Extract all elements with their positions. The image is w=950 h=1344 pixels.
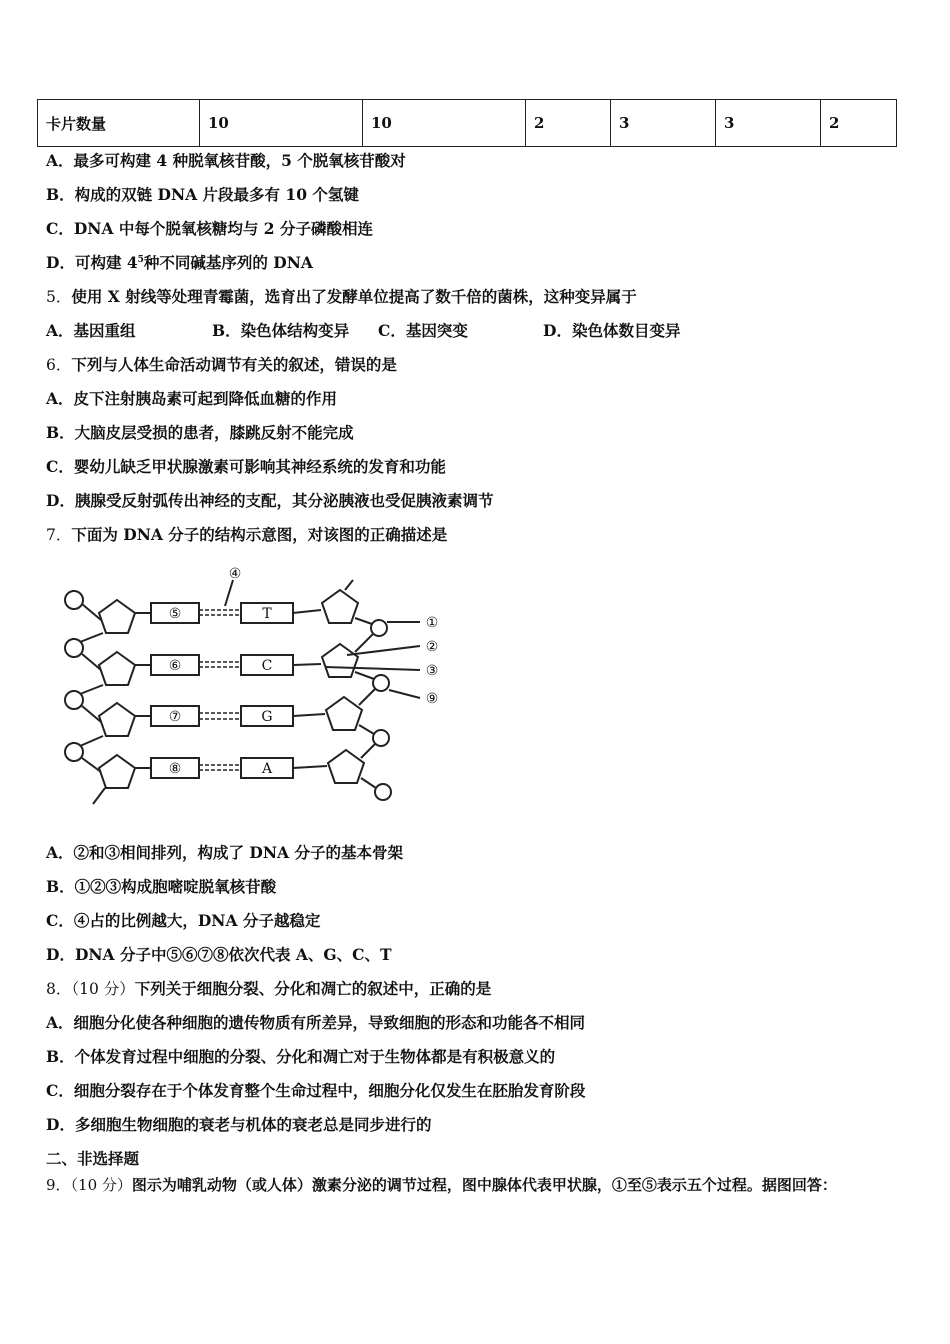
base-label-c: C	[261, 658, 273, 674]
q8-stem	[46, 979, 491, 999]
q9-stem-text: 图示为哺乳动物（或人体）激素分泌的调节过程，图中腺体代表甲状腺，①至⑤表示五个过程。据图回答：	[131, 1176, 837, 1194]
phosphate-circle	[65, 591, 83, 609]
q7-option-a: A．②和③相间排列，构成了 DNA 分子的基本骨架	[46, 843, 403, 862]
q5-option-b: B．染色体结构变异	[212, 321, 350, 340]
q7-number: 7．	[46, 526, 72, 544]
diagram-label-3: ③	[425, 663, 439, 679]
q6-option-b: B．大脑皮层受损的患者，膝跳反射不能完成	[46, 423, 354, 442]
diagram-label-2: ②	[425, 639, 439, 655]
q9-stem	[46, 1175, 837, 1195]
deoxyribose-pentagon	[99, 755, 135, 788]
phosphate-circle	[371, 620, 387, 636]
deoxyribose-pentagon	[326, 697, 362, 730]
base-label-g: G	[261, 709, 273, 725]
q9-number: 9．（10 分）	[46, 1176, 132, 1194]
table-cell: 10	[200, 100, 363, 147]
q8-stem-text: 下列关于细胞分裂、分化和凋亡的叙述中，正确的是	[134, 979, 492, 998]
q6-option-a: A．皮下注射胰岛素可起到降低血糖的作用	[46, 389, 338, 408]
q4-option-d	[46, 253, 313, 273]
q5-option-c: C．基因突变	[378, 321, 468, 340]
q5-stem-text: 使用 X 射线等处理青霉菌，选育出了发酵单位提高了数千倍的菌株，这种变异属于	[71, 287, 637, 306]
table-cell: 2	[821, 100, 897, 147]
q7-option-d: D．DNA 分子中⑤⑥⑦⑧依次代表 A、G、C、T	[46, 945, 392, 964]
deoxyribose-pentagon	[99, 600, 135, 633]
base-label-a: A	[261, 761, 273, 777]
q6-number: 6．	[46, 356, 72, 374]
dna-structure-diagram	[55, 560, 455, 815]
q6-stem	[46, 355, 397, 375]
table-row-label: 卡片数量	[38, 100, 200, 147]
deoxyribose-pentagon	[322, 590, 358, 623]
deoxyribose-pentagon	[328, 750, 364, 783]
q5-number: 5．	[46, 288, 72, 306]
deoxyribose-pentagon	[322, 644, 358, 677]
table-cell: 10	[363, 100, 526, 147]
phosphate-circle	[373, 730, 389, 746]
phosphate-circle	[375, 784, 391, 800]
deoxyribose-pentagon	[99, 703, 135, 736]
diagram-label-9: ⑨	[425, 691, 439, 707]
table-cell: 3	[611, 100, 716, 147]
q4-option-d-post: 种不同碱基序列的 DNA	[143, 253, 313, 272]
card-count-table	[37, 99, 897, 147]
table-cell: 3	[716, 100, 821, 147]
q5-stem	[46, 287, 637, 307]
deoxyribose-pentagon	[99, 652, 135, 685]
q7-stem-text: 下面为 DNA 分子的结构示意图，对该图的正确描述是	[71, 525, 448, 544]
q4-option-c: C．DNA 中每个脱氧核糖均与 2 分子磷酸相连	[46, 219, 373, 238]
q8-option-c: C．细胞分裂存在于个体发育整个生命过程中，细胞分化仅发生在胚胎发育阶段	[46, 1081, 586, 1100]
base-label-t: T	[262, 606, 272, 622]
phosphate-circle	[373, 675, 389, 691]
diagram-label-4: ④	[228, 566, 242, 582]
q5-option-a: A．基因重组	[46, 321, 136, 340]
q8-option-b: B．个体发育过程中细胞的分裂、分化和凋亡对于生物体都是有积极意义的	[46, 1047, 556, 1066]
q4-option-d-exponent: 5	[137, 254, 144, 265]
table-cell: 2	[526, 100, 611, 147]
table-row	[38, 100, 897, 147]
base-label-7: ⑦	[168, 709, 182, 725]
q6-stem-text: 下列与人体生命活动调节有关的叙述，错误的是	[71, 355, 397, 374]
q8-option-d: D．多细胞生物细胞的衰老与机体的衰老总是同步进行的	[46, 1115, 432, 1134]
q4-option-d-pre: D．可构建 4	[46, 253, 138, 272]
q7-option-b: B．①②③构成胞嘧啶脱氧核苷酸	[46, 877, 277, 896]
section-heading: 二、非选择题	[46, 1149, 140, 1168]
diagram-label-1: ①	[425, 615, 439, 631]
base-label-5: ⑤	[168, 606, 182, 622]
q8-option-a: A．细胞分化使各种细胞的遗传物质有所差异，导致细胞的形态和功能各不相同	[46, 1013, 586, 1032]
q6-option-c: C．婴幼儿缺乏甲状腺激素可影响其神经系统的发育和功能	[46, 457, 446, 476]
q8-number: 8．（10 分）	[46, 980, 135, 998]
base-label-8: ⑧	[168, 761, 182, 777]
q5-option-d: D．染色体数目变异	[543, 321, 681, 340]
base-label-6: ⑥	[168, 658, 182, 674]
q7-option-c: C．④占的比例越大，DNA 分子越稳定	[46, 911, 321, 930]
q7-stem	[46, 525, 447, 545]
q4-option-b: B．构成的双链 DNA 片段最多有 10 个氢键	[46, 185, 359, 204]
q6-option-d: D．胰腺受反射弧传出神经的支配，其分泌胰液也受促胰液素调节	[46, 491, 494, 510]
q4-option-a: A．最多可构建 4 种脱氧核苷酸，5 个脱氧核苷酸对	[46, 151, 406, 170]
